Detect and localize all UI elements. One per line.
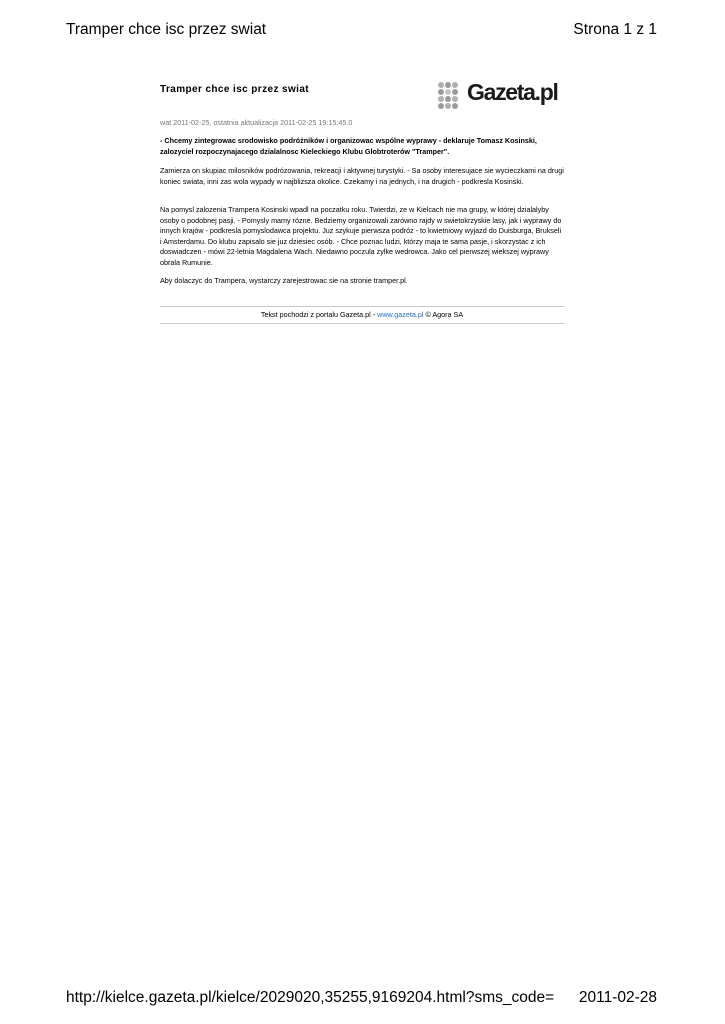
source-line <box>160 310 564 319</box>
print-header-page-number: Strona 1 z 1 <box>573 21 657 38</box>
gazeta-logo[interactable] <box>437 78 565 110</box>
logo-dots-icon <box>437 81 465 109</box>
source-suffix: © Agora SA <box>423 310 464 319</box>
print-footer-url: http://kielce.gazeta.pl/kielce/2029020,35255,9169204.html?sms_code= <box>66 989 555 1006</box>
gazeta-link[interactable]: www.gazeta.pl <box>377 310 424 319</box>
article-paragraph: Zamierza on skupiac milosników podrózowania, rekreacji i aktywnej turystyki. - Sa osoby interesujace sie wycieczkami na drugi koniec swiata, inni zas wola wypady w najblizsza okolice. Czekamy i na jednych, i na drugich - podkresla Kosinski. <box>160 166 564 186</box>
article-lead: - Chcemy zintegrowac srodowisko podróżników i organizowac wspólne wyprawy - deklaruje Tomasz Kosinski, zalozyciel rozpoczynajacego dzialalnosc Kieleckiego Klubu Globtroterów "Tramper". <box>160 136 537 156</box>
print-header-title: Tramper chce isc przez swiat <box>66 21 267 38</box>
article-paragraph: Na pomysl zalozenia Trampera Kosinski wpadl na poczatku roku. Twierdzi, ze w Kielcach nie ma grupy, w której dzialalyby osoby o podobnej pasji. - Pomysly mamy rózne. Bedziemy organizowali zarówno rajdy w swietokrzyskie lasy, jak i wyprawy do innych krajów - podkresla pomyslodawca projektu. Juz szykuje pierwsza podróz - to kwietniowy wyjazd do Duisburga, Brukseli i Amsterdamu. Do klubu zapisalo sie juz dziesiec osób. - Chce poznac ludzi, którzy maja te sama pasje, i skorzystac z ich doswiadczen - mówi 22-letnia Magdalena Wach. Niedawno poczula zylke wedrowca. Jako cel pierwszej wiekszej wyprawy obrala Rumunie. <box>160 205 562 267</box>
article-paragraph: Aby dolaczyc do Trampera, wystarczy zarejestrowac sie na stronie tramper.pl. <box>160 276 408 285</box>
logo-text: Gazeta.pl <box>467 79 558 105</box>
print-footer-date: 2011-02-28 <box>578 989 657 1006</box>
source-box <box>160 306 564 324</box>
article-meta-date: wat 2011-02-25, ostatnia aktualizacja 2011-02-25 19:15:45.0 <box>160 118 353 127</box>
source-prefix: Tekst pochodzi z portalu Gazeta.pl - <box>260 310 378 319</box>
article-title: Tramper chce isc przez swiat <box>160 84 310 95</box>
